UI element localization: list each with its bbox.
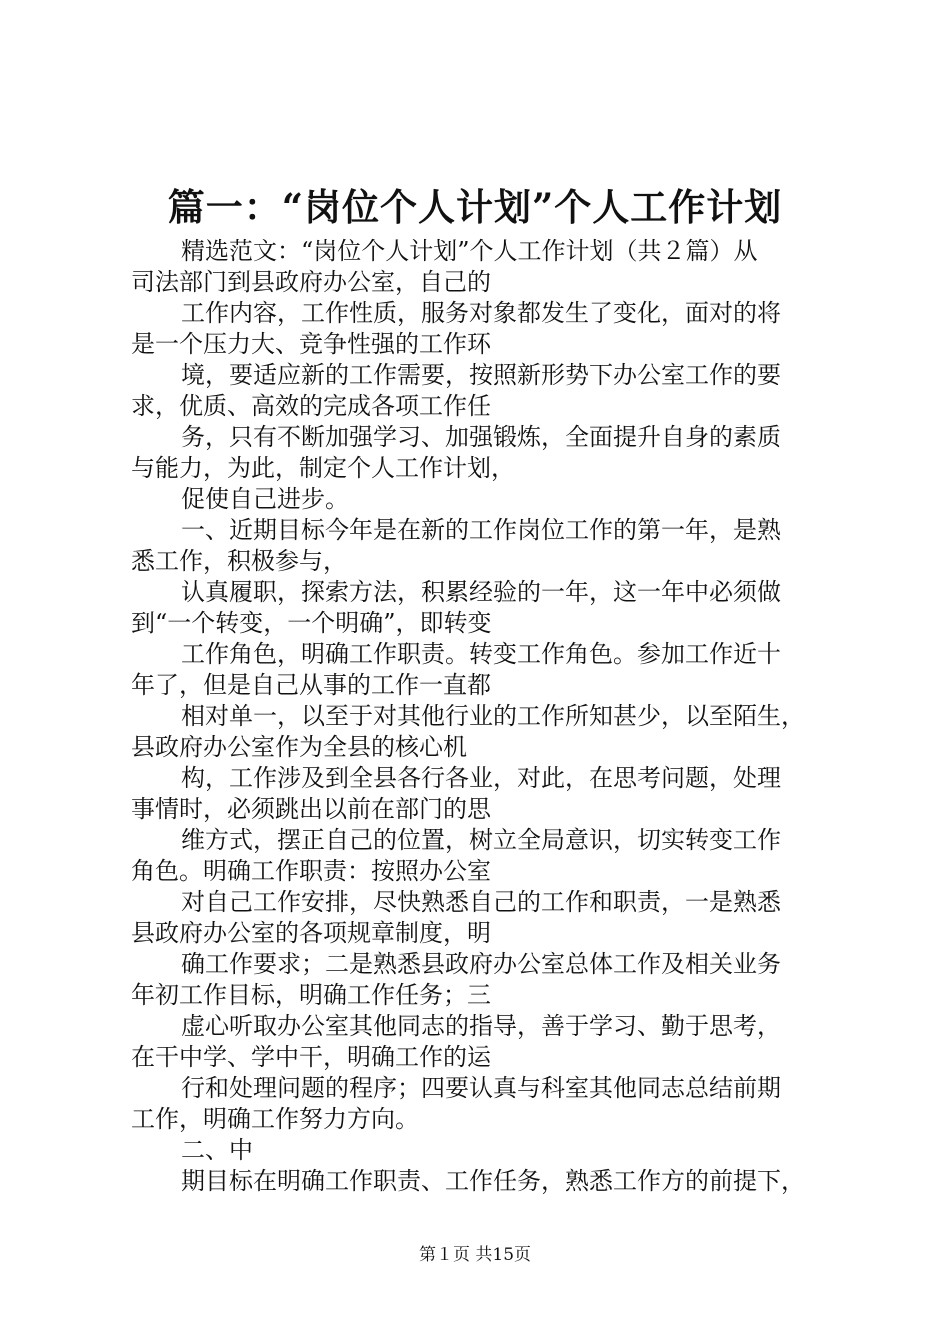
paragraph-line: 构，工作涉及到全县各行各业，对此，在思考问题，处理	[181, 764, 781, 792]
paragraph	[131, 1073, 841, 1135]
page-footer: 第１页 共15页	[418, 1245, 532, 1265]
paragraph	[131, 825, 841, 887]
paragraph-line: 县政府办公室作为全县的核心机	[131, 733, 467, 761]
paragraph-line: 到“一个转变，一个明确”，即转变	[131, 609, 492, 637]
paragraph-line: 工作角色，明确工作职责。转变工作角色。参加工作近十	[181, 640, 781, 668]
paragraph-line: 精选范文：“岗位个人计划”个人工作计划（共２篇）从	[181, 237, 758, 265]
paragraph	[131, 1135, 841, 1166]
paragraph-line: 与能力，为此，制定个人工作计划，	[131, 454, 515, 482]
paragraph-line: 角色。明确工作职责：按照办公室	[131, 857, 491, 885]
paragraph	[131, 763, 841, 825]
paragraph-line: 年了，但是自己从事的工作一直都	[131, 671, 491, 699]
paragraph-line: 工作内容，工作性质，服务对象都发生了变化，面对的将	[181, 299, 781, 327]
paragraph-line: 促使自己进步。	[181, 485, 349, 513]
paragraph-line: 期目标在明确工作职责、工作任务，熟悉工作方的前提下，	[181, 1167, 805, 1195]
paragraph	[131, 422, 841, 484]
paragraph-line: 虚心听取办公室其他同志的指导，善于学习、勤于思考，	[181, 1012, 781, 1040]
paragraph-line: 求，优质、高效的完成各项工作任	[131, 392, 491, 420]
paragraph-line: 确工作要求；二是熟悉县政府办公室总体工作及相关业务	[181, 950, 781, 978]
paragraph-line: 行和处理问题的程序；四要认真与科室其他同志总结前期	[181, 1074, 781, 1102]
paragraph	[131, 577, 841, 639]
paragraph-line: 认真履职，探索方法，积累经验的一年，这一年中必须做	[181, 578, 781, 606]
paragraph-line: 二、中	[181, 1136, 253, 1164]
paragraph-line: 县政府办公室的各项规章制度，明	[131, 919, 491, 947]
paragraph	[131, 484, 841, 515]
paragraph	[131, 949, 841, 1011]
paragraph-line: 悉工作，积极参与，	[131, 547, 347, 575]
paragraph-line: 相对单一，以至于对其他行业的工作所知甚少，以至陌生，	[181, 702, 805, 730]
paragraph-line: 务，只有不断加强学习、加强锻炼，全面提升自身的素质	[181, 423, 781, 451]
paragraph	[131, 515, 841, 577]
body-text	[131, 236, 841, 1197]
paragraph-line: 对自己工作安排，尽快熟悉自己的工作和职责，一是熟悉	[181, 888, 781, 916]
paragraph-line: 在干中学、学中干，明确工作的运	[131, 1043, 491, 1071]
paragraph	[131, 639, 841, 701]
paragraph-line: 事情时，必须跳出以前在部门的思	[131, 795, 491, 823]
paragraph	[131, 701, 841, 763]
paragraph-line: 工作，明确工作努力方向。	[131, 1105, 419, 1133]
paragraph-line: 境，要适应新的工作需要，按照新形势下办公室工作的要	[181, 361, 781, 389]
page-title: 篇一：“岗位个人计划”个人工作计划	[167, 185, 783, 229]
paragraph	[131, 1166, 841, 1197]
paragraph-line: 维方式，摆正自己的位置，树立全局意识，切实转变工作	[181, 826, 781, 854]
paragraph	[131, 887, 841, 949]
paragraph-line: 一、近期目标今年是在新的工作岗位工作的第一年，是熟	[181, 516, 781, 544]
paragraph-line: 年初工作目标，明确工作任务；三	[131, 981, 491, 1009]
paragraph-line: 是一个压力大、竞争性强的工作环	[131, 330, 491, 358]
paragraph	[131, 298, 841, 360]
paragraph-line: 司法部门到县政府办公室，自己的	[131, 268, 491, 296]
paragraph	[131, 236, 841, 298]
paragraph	[131, 1011, 841, 1073]
paragraph	[131, 360, 841, 422]
